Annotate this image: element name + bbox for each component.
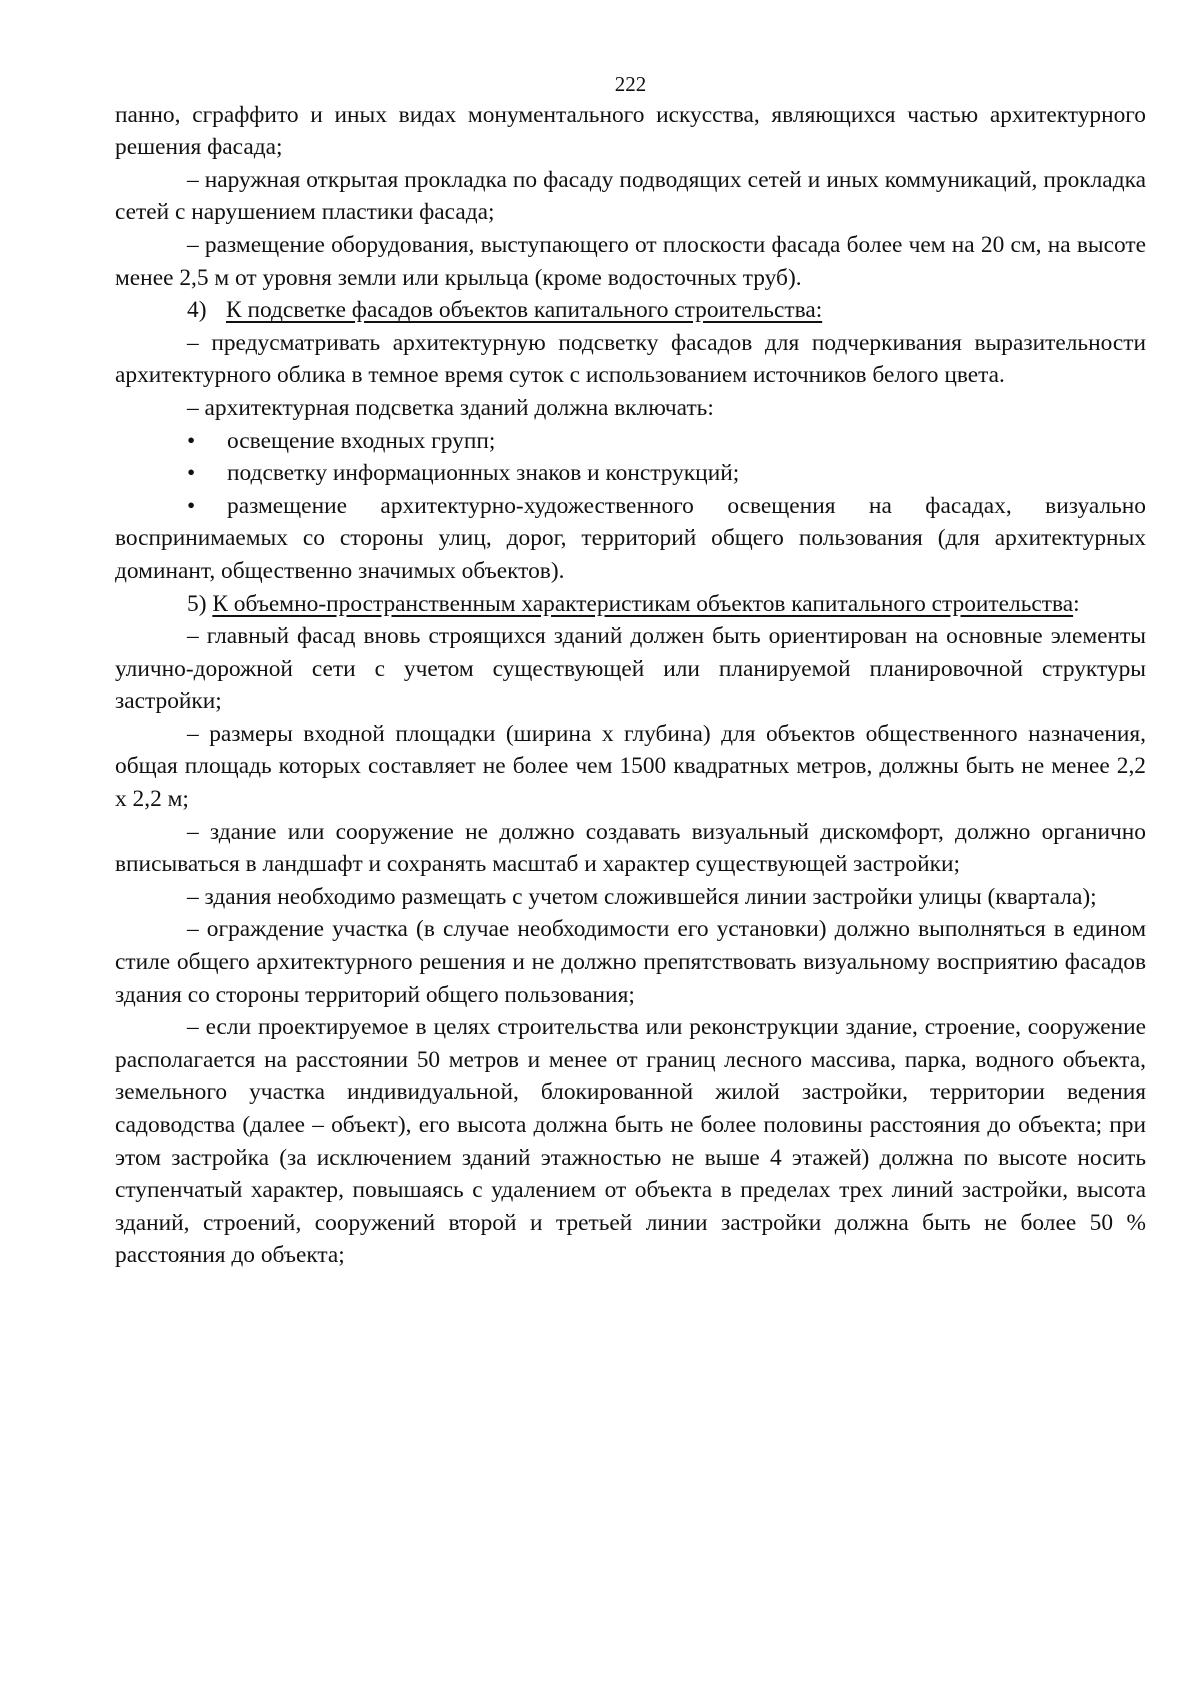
paragraph-main-facade: – главный фасад вновь строящихся зданий должен быть ориентирован на основные элементы улично-дорожной сети с учетом существующей или планируемой планировочной структуры застройки; bbox=[115, 623, 1146, 715]
list-item bbox=[115, 425, 1146, 458]
paragraph-equipment-placement: – размещение оборудования, выступающего от плоскости фасада более чем на 20 см, на высоте менее 2,5 м от уровня земли или крыльца (кроме водосточных труб). bbox=[115, 231, 1146, 291]
document-page bbox=[115, 68, 1146, 1272]
list-item-text: освещение входных групп; bbox=[227, 427, 496, 454]
paragraph-fencing: – ограждение участка (в случае необходимости его установки) должно выполняться в едином стиле общего архитектурного решения и не должно препятствовать визуальному восприятию фасадов здания со стороны территорий общего пользования; bbox=[115, 916, 1146, 1008]
list-item bbox=[115, 457, 1146, 490]
paragraph-continuation: панно, сграффито и иных видах монументального искусства, являющихся частью архитектурного решения фасада; bbox=[115, 101, 1146, 161]
paragraph-external-networks: – наружная открытая прокладка по фасаду подводящих сетей и иных коммуникаций, прокладка сетей с нарушением пластики фасада; bbox=[115, 166, 1146, 226]
paragraph-lighting-includes: – архитектурная подсветка зданий должна включать: bbox=[187, 394, 714, 421]
section-heading-volume bbox=[115, 588, 1146, 621]
list-item-text: подсветку информационных знаков и конструкций; bbox=[227, 460, 740, 487]
paragraph-visual-comfort: – здание или сооружение не должно создавать визуальный дискомфорт, должно органично вписываться в ландшафт и сохранять масштаб и характер существующей застройки; bbox=[115, 818, 1146, 878]
list-item bbox=[115, 490, 1146, 588]
section-number: 4) bbox=[187, 297, 207, 324]
section-title: К подсветке фасадов объектов капитального строительства: bbox=[226, 297, 823, 324]
paragraph-building-line: – здания необходимо размещать с учетом сложившейся линии застройки улицы (квартала); bbox=[187, 883, 1097, 910]
paragraph-architectural-lighting: – предусматривать архитектурную подсветку фасадов для подчеркивания выразительности архитектурного облика в темное время суток с использованием источников белого цвета. bbox=[115, 329, 1146, 389]
paragraph-entrance-area: – размеры входной площадки (ширина х глубина) для объектов общественного назначения, общая площадь которых составляет не более чем 1500 квадратных метров, должны быть не менее 2,2 х 2,2 м; bbox=[115, 720, 1146, 813]
section-number: 5) bbox=[187, 590, 207, 617]
section-title-colon: : bbox=[1073, 590, 1080, 617]
bullet-icon: • bbox=[187, 492, 196, 519]
paragraph-height-limits: – если проектируемое в целях строительства или реконструкции здание, строение, сооружение располагается на расстоянии 50 метров и менее от границ лесного массива, парка, водного объекта, земельного участка индивидуальной, блокированной жилой застройки, территории ведения садоводства (далее – объект), его высота должна быть не более половины расстояния до объекта; при этом застройка (за исключением зданий этажностью не выше 4 этажей) должна по высоте носить ступенчатый характер, повышаясь с удалением от объекта в пределах трех линий застройки, высота зданий, строений, сооружений второй и третьей линии застройки должна быть не более 50 % расстояния до объекта; bbox=[115, 1014, 1146, 1269]
page-number: 222 bbox=[614, 72, 647, 96]
bullet-icon: • bbox=[187, 427, 196, 454]
section-title: К объемно-пространственным характеристикам объектов капитального строительства bbox=[212, 590, 1074, 617]
section-heading-lighting bbox=[115, 294, 1146, 327]
bullet-icon: • bbox=[187, 460, 196, 487]
list-item-text: размещение архитектурно-художественного освещения на фасадах, визуально воспринимаемых со стороны улиц, дорог, территорий общего пользования (для архитектурных доминант, общественно значимых объектов). bbox=[115, 492, 1146, 584]
